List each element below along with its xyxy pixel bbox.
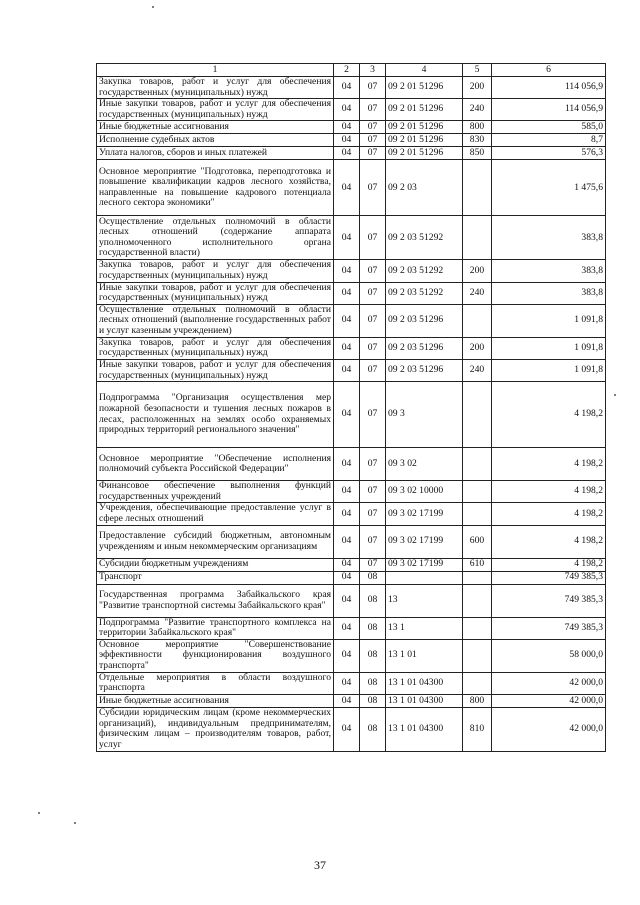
- budget-table: [96, 63, 606, 752]
- row-amount: 749 385,3: [492, 571, 606, 584]
- row-target-code: 13: [386, 584, 463, 617]
- row-expense-type: 240: [463, 99, 492, 121]
- table-row: [97, 617, 606, 639]
- row-target-code: 09 2 03 51292: [386, 216, 463, 260]
- row-name: Финансовое обеспечение выполнения функций государственных учреждений: [97, 481, 334, 503]
- row-section: 04: [334, 260, 360, 282]
- row-section: 04: [334, 382, 360, 448]
- table-row: [97, 77, 606, 99]
- row-amount: 4 198,2: [492, 503, 606, 525]
- row-section: 04: [334, 160, 360, 216]
- table-row: [97, 707, 606, 751]
- row-target-code: [386, 571, 463, 584]
- row-target-code: 09 3 02 17199: [386, 525, 463, 558]
- row-subsection: 07: [360, 304, 386, 337]
- row-expense-type: [463, 481, 492, 503]
- row-amount: 8,7: [492, 134, 606, 147]
- row-name: Государственная программа Забайкальского края "Развитие транспортной системы Забайкальского края": [97, 584, 334, 617]
- row-subsection: 07: [360, 503, 386, 525]
- table-row: [97, 260, 606, 282]
- row-amount: 749 385,3: [492, 617, 606, 639]
- row-expense-type: 200: [463, 77, 492, 99]
- row-target-code: 09 3 02 17199: [386, 558, 463, 571]
- scan-speck: [152, 6, 154, 8]
- row-name: Осуществление отдельных полномочий в области лесных отношений (содержание аппарата уполномоченного исполнительного органа государственной власти): [97, 216, 334, 260]
- row-name: Осуществление отдельных полномочий в области лесных отношений (выполнение государственных работ и услуг казенным учреждением): [97, 304, 334, 337]
- row-expense-type: 800: [463, 121, 492, 134]
- row-target-code: 09 2 01 51296: [386, 99, 463, 121]
- row-subsection: 07: [360, 147, 386, 160]
- row-target-code: 13 1 01 04300: [386, 694, 463, 707]
- row-subsection: 07: [360, 282, 386, 304]
- row-name: Иные закупки товаров, работ и услуг для обеспечения государственных (муниципальных) нужд: [97, 359, 334, 381]
- column-header: 2: [334, 64, 360, 77]
- row-subsection: 07: [360, 216, 386, 260]
- table-row: [97, 503, 606, 525]
- row-expense-type: 850: [463, 147, 492, 160]
- row-subsection: 08: [360, 694, 386, 707]
- row-expense-type: [463, 448, 492, 481]
- row-target-code: 09 2 03 51296: [386, 359, 463, 381]
- row-expense-type: [463, 503, 492, 525]
- row-section: 04: [334, 448, 360, 481]
- row-name: Закупка товаров, работ и услуг для обеспечения государственных (муниципальных) нужд: [97, 77, 334, 99]
- row-target-code: 13 1 01 04300: [386, 672, 463, 694]
- row-name: Предоставление субсидий бюджетным, автономным учреждениям и иным некоммерческим организациям: [97, 525, 334, 558]
- row-expense-type: 800: [463, 694, 492, 707]
- row-subsection: 07: [360, 481, 386, 503]
- row-target-code: 09 2 03 51292: [386, 282, 463, 304]
- column-header: 4: [386, 64, 463, 77]
- row-target-code: 09 3 02 17199: [386, 503, 463, 525]
- row-expense-type: 610: [463, 558, 492, 571]
- row-subsection: 07: [360, 448, 386, 481]
- row-name: Подпрограмма "Развитие транспортного комплекса на территории Забайкальского края": [97, 617, 334, 639]
- row-amount: 42 000,0: [492, 694, 606, 707]
- row-name: Подпрограмма "Организация осуществления мер пожарной безопасности и тушения лесных пожаров в лесах, расположенных на землях особо охраняемых природных территорий регионального значения": [97, 382, 334, 448]
- row-target-code: 09 3 02 10000: [386, 481, 463, 503]
- row-subsection: 07: [360, 160, 386, 216]
- table-row: [97, 481, 606, 503]
- row-section: 04: [334, 525, 360, 558]
- row-target-code: 09 2 01 51296: [386, 77, 463, 99]
- row-subsection: 07: [360, 134, 386, 147]
- row-section: 04: [334, 359, 360, 381]
- row-expense-type: [463, 639, 492, 672]
- row-name: Основное мероприятие "Совершенствование эффективности функционирования воздушного транспорта": [97, 639, 334, 672]
- row-expense-type: [463, 584, 492, 617]
- row-target-code: 09 3: [386, 382, 463, 448]
- row-expense-type: [463, 304, 492, 337]
- row-section: 04: [334, 503, 360, 525]
- table-row: [97, 672, 606, 694]
- table-row: [97, 359, 606, 381]
- row-subsection: 08: [360, 584, 386, 617]
- row-expense-type: [463, 672, 492, 694]
- row-subsection: 07: [360, 99, 386, 121]
- row-amount: 585,0: [492, 121, 606, 134]
- column-header: 5: [463, 64, 492, 77]
- row-section: 04: [334, 304, 360, 337]
- column-header: 1: [97, 64, 334, 77]
- row-name: Субсидии юридическим лицам (кроме некоммерческих организаций), индивидуальным предпринимателям, физическим лицам – производителям товаров, работ, услуг: [97, 707, 334, 751]
- row-section: 04: [334, 147, 360, 160]
- table-row: [97, 216, 606, 260]
- table-row: [97, 147, 606, 160]
- row-section: 04: [334, 121, 360, 134]
- row-name: Иные закупки товаров, работ и услуг для обеспечения государственных (муниципальных) нужд: [97, 99, 334, 121]
- table-row: [97, 304, 606, 337]
- row-target-code: 09 3 02: [386, 448, 463, 481]
- row-expense-type: 240: [463, 282, 492, 304]
- row-name: Учреждения, обеспечивающие предоставление услуг в сфере лесных отношений: [97, 503, 334, 525]
- row-expense-type: 200: [463, 337, 492, 359]
- row-subsection: 07: [360, 359, 386, 381]
- row-section: 04: [334, 571, 360, 584]
- scan-speck: [614, 394, 616, 396]
- row-target-code: 13 1: [386, 617, 463, 639]
- row-subsection: 08: [360, 571, 386, 584]
- row-name: Закупка товаров, работ и услуг для обеспечения государственных (муниципальных) нужд: [97, 260, 334, 282]
- row-expense-type: 810: [463, 707, 492, 751]
- row-section: 04: [334, 337, 360, 359]
- row-section: 04: [334, 481, 360, 503]
- row-amount: 1 091,8: [492, 304, 606, 337]
- row-target-code: 09 2 01 51296: [386, 134, 463, 147]
- row-name: Отдельные мероприятия в области воздушного транспорта: [97, 672, 334, 694]
- row-name: Закупка товаров, работ и услуг для обеспечения государственных (муниципальных) нужд: [97, 337, 334, 359]
- table-row: [97, 584, 606, 617]
- row-subsection: 08: [360, 707, 386, 751]
- table-body: [97, 77, 606, 752]
- row-amount: 42 000,0: [492, 672, 606, 694]
- row-target-code: 13 1 01: [386, 639, 463, 672]
- row-amount: 383,8: [492, 260, 606, 282]
- table-row: [97, 571, 606, 584]
- row-amount: 4 198,2: [492, 448, 606, 481]
- row-target-code: 09 2 01 51296: [386, 147, 463, 160]
- row-amount: 4 198,2: [492, 525, 606, 558]
- row-expense-type: 200: [463, 260, 492, 282]
- row-subsection: 07: [360, 77, 386, 99]
- table-row: [97, 382, 606, 448]
- table-row: [97, 448, 606, 481]
- row-section: 04: [334, 617, 360, 639]
- row-section: 04: [334, 282, 360, 304]
- row-amount: 1 091,8: [492, 337, 606, 359]
- row-amount: 4 198,2: [492, 558, 606, 571]
- row-expense-type: 830: [463, 134, 492, 147]
- row-name: Иные бюджетные ассигнования: [97, 121, 334, 134]
- row-target-code: 13 1 01 04300: [386, 707, 463, 751]
- row-expense-type: [463, 617, 492, 639]
- row-section: 04: [334, 134, 360, 147]
- row-amount: 4 198,2: [492, 382, 606, 448]
- row-target-code: 09 2 01 51296: [386, 121, 463, 134]
- table-row: [97, 99, 606, 121]
- row-section: 04: [334, 77, 360, 99]
- row-section: 04: [334, 216, 360, 260]
- table-row: [97, 160, 606, 216]
- row-subsection: 07: [360, 260, 386, 282]
- row-name: Иные закупки товаров, работ и услуг для обеспечения государственных (муниципальных) нужд: [97, 282, 334, 304]
- column-header: 3: [360, 64, 386, 77]
- row-expense-type: [463, 216, 492, 260]
- column-header: 6: [492, 64, 606, 77]
- row-amount: 42 000,0: [492, 707, 606, 751]
- row-target-code: 09 2 03 51296: [386, 304, 463, 337]
- row-amount: 383,8: [492, 282, 606, 304]
- row-amount: 749 385,3: [492, 584, 606, 617]
- row-section: 04: [334, 584, 360, 617]
- row-amount: 576,3: [492, 147, 606, 160]
- row-section: 04: [334, 672, 360, 694]
- row-section: 04: [334, 639, 360, 672]
- row-section: 04: [334, 707, 360, 751]
- table-row: [97, 134, 606, 147]
- table-row: [97, 694, 606, 707]
- row-subsection: 07: [360, 121, 386, 134]
- row-name: Уплата налогов, сборов и иных платежей: [97, 147, 334, 160]
- scan-speck: [38, 812, 40, 814]
- row-name: Основное мероприятие "Подготовка, переподготовка и повышение квалификации кадров лесного хозяйства, направленные на повышение кадрового потенциала лесного сектора экономики": [97, 160, 334, 216]
- table-row: [97, 121, 606, 134]
- row-section: 04: [334, 694, 360, 707]
- table-header-row: [97, 64, 606, 77]
- row-subsection: 08: [360, 672, 386, 694]
- page-number: 37: [314, 858, 326, 872]
- row-name: Субсидии бюджетным учреждениям: [97, 558, 334, 571]
- row-amount: 4 198,2: [492, 481, 606, 503]
- row-section: 04: [334, 99, 360, 121]
- table-row: [97, 558, 606, 571]
- table-row: [97, 337, 606, 359]
- row-amount: 114 056,9: [492, 77, 606, 99]
- table-row: [97, 525, 606, 558]
- row-amount: 383,8: [492, 216, 606, 260]
- row-expense-type: 600: [463, 525, 492, 558]
- table-row: [97, 639, 606, 672]
- row-subsection: 08: [360, 639, 386, 672]
- row-section: 04: [334, 558, 360, 571]
- row-target-code: 09 2 03 51292: [386, 260, 463, 282]
- row-subsection: 07: [360, 382, 386, 448]
- row-amount: 1 091,8: [492, 359, 606, 381]
- row-subsection: 07: [360, 337, 386, 359]
- row-target-code: 09 2 03: [386, 160, 463, 216]
- row-name: Транспорт: [97, 571, 334, 584]
- row-name: Исполнение судебных актов: [97, 134, 334, 147]
- row-subsection: 07: [360, 525, 386, 558]
- row-subsection: 08: [360, 617, 386, 639]
- row-amount: 1 475,6: [492, 160, 606, 216]
- row-name: Основное мероприятие "Обеспечение исполнения полномочий субъекта Российской Федерации": [97, 448, 334, 481]
- row-expense-type: [463, 160, 492, 216]
- row-expense-type: [463, 571, 492, 584]
- row-expense-type: 240: [463, 359, 492, 381]
- row-expense-type: [463, 382, 492, 448]
- row-amount: 58 000,0: [492, 639, 606, 672]
- table-row: [97, 282, 606, 304]
- row-amount: 114 056,9: [492, 99, 606, 121]
- row-name: Иные бюджетные ассигнования: [97, 694, 334, 707]
- row-subsection: 07: [360, 558, 386, 571]
- scan-speck: [74, 822, 76, 824]
- row-target-code: 09 2 03 51296: [386, 337, 463, 359]
